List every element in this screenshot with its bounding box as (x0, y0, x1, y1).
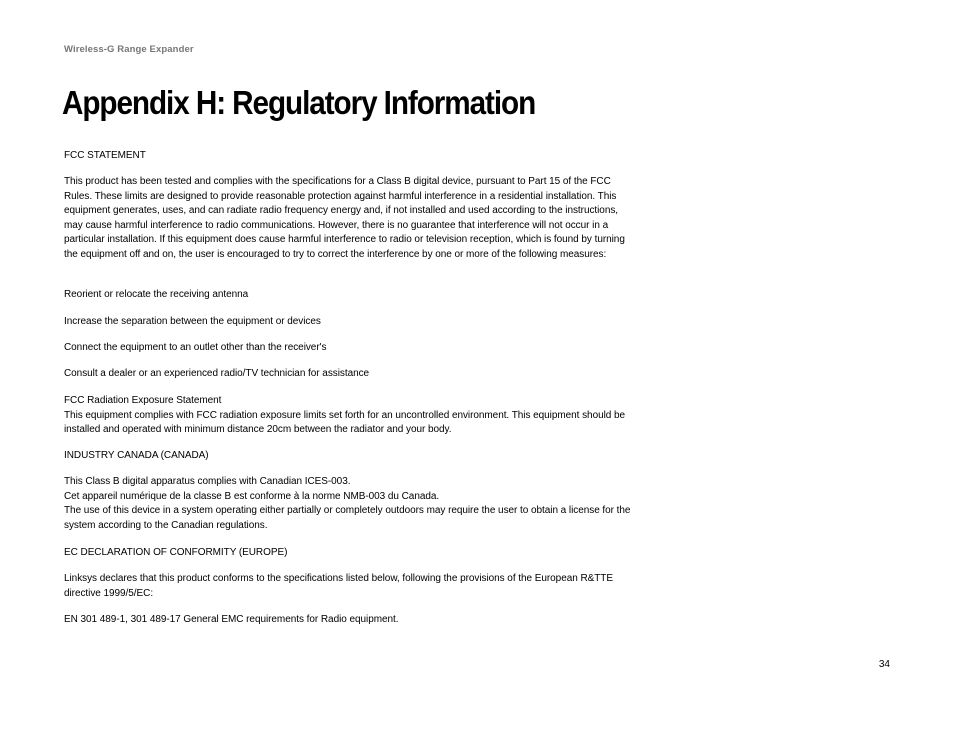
ec-standards-text: EN 301 489-1, 301 489-17 General EMC requirements for Radio equipment. (64, 614, 399, 625)
measure-item (64, 367, 634, 382)
canada-heading (64, 449, 634, 464)
page-number: 34 (878, 659, 890, 670)
ec-paragraph (64, 572, 634, 601)
fcc-paragraph-text: This product has been tested and complies with the specifications for a Class B digital device, pursuant to Part 15 of the FCC Rules. These limits are designed to provide reasonable protection against harmful interference in a residential installation. This equipment generates, uses, and can radiate radio frequency energy and, if not installed and used according to the instructions, may cause harmful interference to radio communications. However, there is no guarantee that interference will not occur in a particular installation. If this equipment does cause harmful interference to radio or television reception, which is found by turning the equipment off and on, the user is encouraged to try to correct the interference by one or more of the following measures: (64, 176, 625, 260)
ec-heading-text: EC DECLARATION OF CONFORMITY (EUROPE) (64, 547, 288, 558)
canada-line: This Class B digital apparatus complies with Canadian ICES-003. (64, 476, 351, 487)
ec-heading (64, 546, 634, 561)
canada-line: The use of this device in a system operating either partially or completely outdoors may require the user to obtain a license for the system according to the Canadian regulations. (64, 505, 631, 531)
page-title: Appendix H: Regulatory Information (62, 84, 536, 121)
fcc-heading (64, 149, 634, 164)
measure-text: Consult a dealer or an experienced radio/TV technician for assistance (64, 368, 370, 379)
measure-text: Reorient or relocate the receiving antenna (64, 289, 249, 300)
radiation-statement (64, 394, 634, 438)
running-header: Wireless-G Range Expander (64, 44, 194, 55)
measure-text: Connect the equipment to an outlet other than the receiver's (64, 342, 327, 353)
measure-item (64, 315, 634, 330)
ec-standards (64, 613, 634, 628)
radiation-heading: FCC Radiation Exposure Statement (64, 395, 222, 406)
canada-line: Cet appareil numérique de la classe B est conforme à la norme NMB-003 du Canada. (64, 490, 440, 502)
ec-paragraph-text: Linksys declares that this product conforms to the specifications listed below, following the provisions of the European R&TTE directive 1999/5/EC: (64, 573, 613, 599)
measure-item (64, 341, 634, 356)
canada-heading-text: INDUSTRY CANADA (CANADA) (64, 450, 209, 461)
fcc-heading-text: FCC STATEMENT (64, 150, 146, 161)
fcc-paragraph (64, 175, 634, 262)
measure-text: Increase the separation between the equipment or devices (64, 316, 321, 327)
measure-item (64, 288, 634, 303)
radiation-paragraph: This equipment complies with FCC radiation exposure limits set forth for an uncontrolled environment. This equipment should be installed and operated with minimum distance 20cm between the radiator and your body. (64, 409, 626, 435)
canada-statement (64, 475, 634, 533)
